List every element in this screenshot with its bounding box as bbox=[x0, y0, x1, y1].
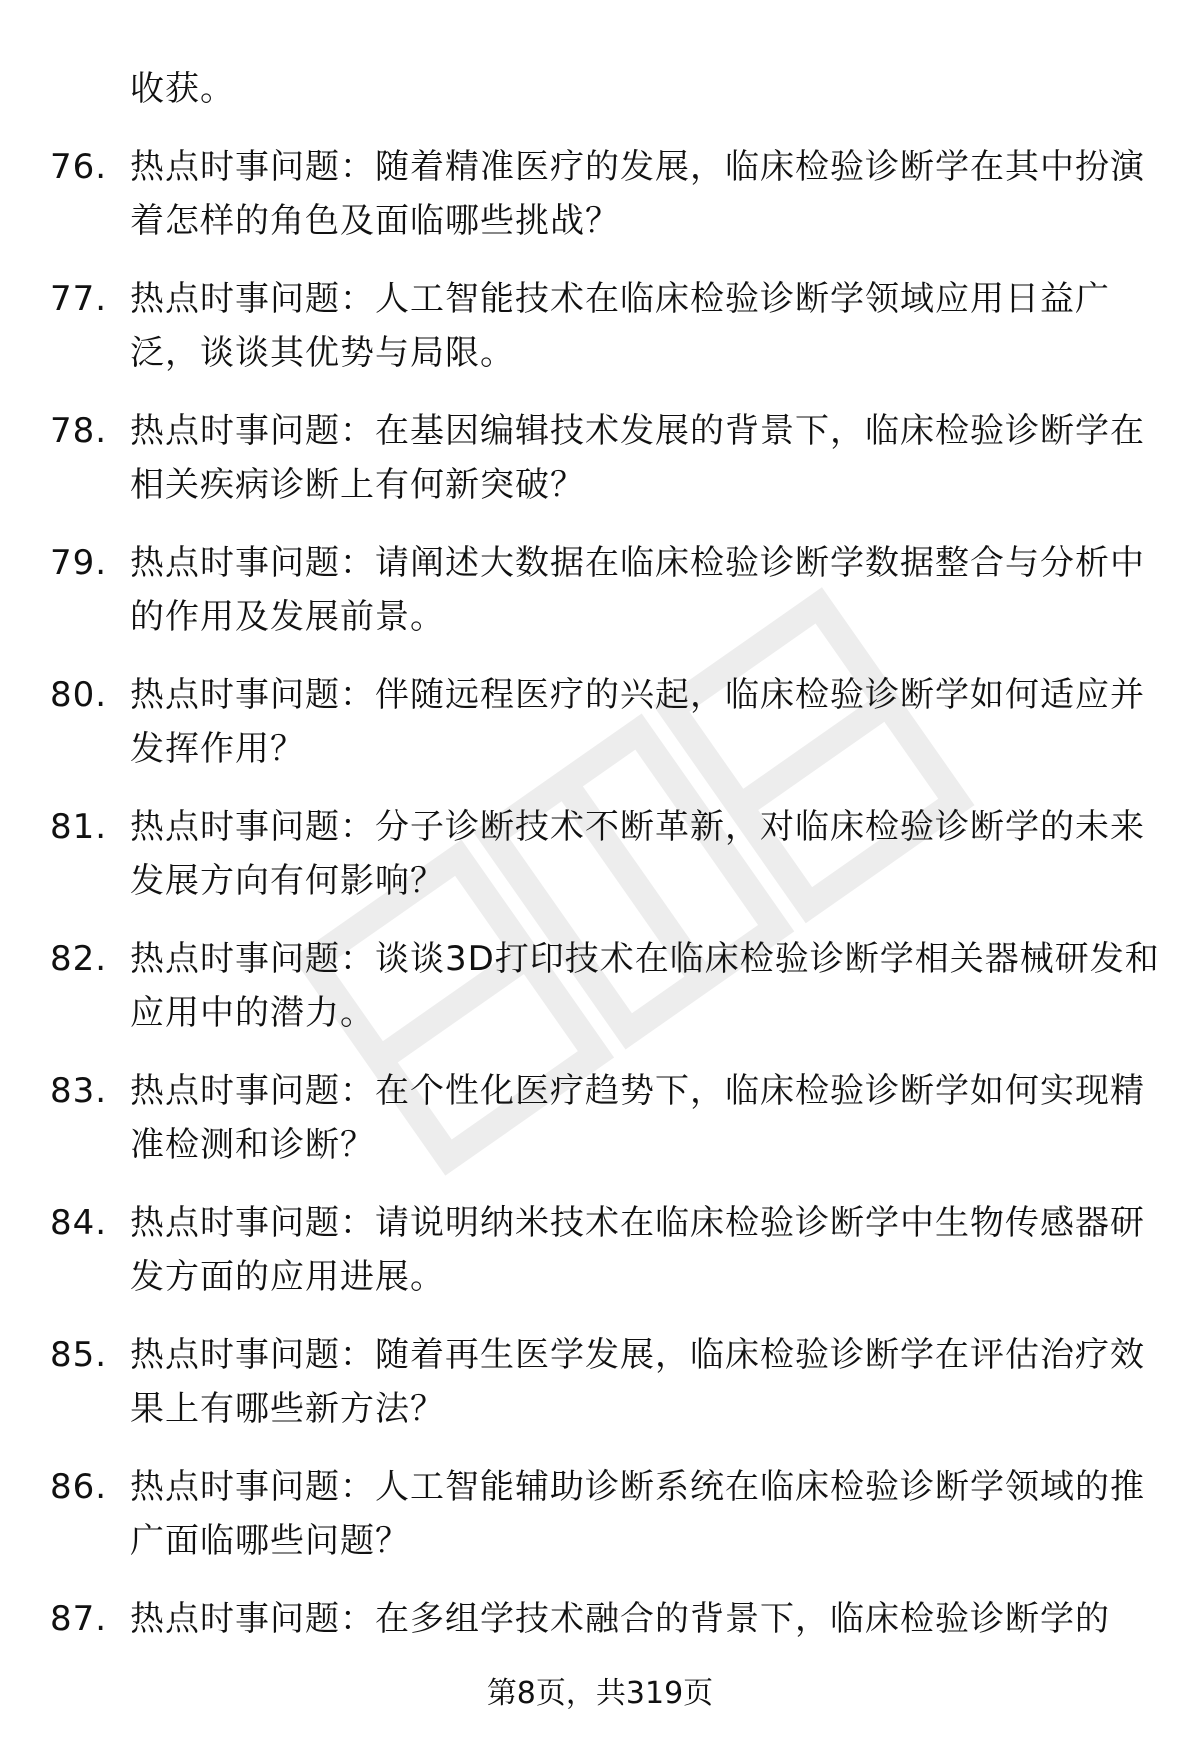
question-number: 87. bbox=[50, 1599, 108, 1639]
question-item-80 bbox=[50, 668, 1160, 776]
continuation-text: 收获。 bbox=[130, 69, 235, 109]
question-text: 热点时事问题：随着再生医学发展，临床检验诊断学在评估治疗效果上有哪些新方法？ bbox=[130, 1335, 1145, 1429]
question-item-78 bbox=[50, 404, 1160, 512]
question-text: 热点时事问题：人工智能技术在临床检验诊断学领域应用日益广泛，谈谈其优势与局限。 bbox=[130, 279, 1110, 373]
question-text: 热点时事问题：分子诊断技术不断革新，对临床检验诊断学的未来发展方向有何影响？ bbox=[130, 807, 1145, 901]
question-number: 80. bbox=[50, 675, 108, 715]
question-text: 热点时事问题：在个性化医疗趋势下，临床检验诊断学如何实现精准检测和诊断？ bbox=[130, 1071, 1145, 1165]
question-text: 热点时事问题：谈谈3D打印技术在临床检验诊断学相关器械研发和应用中的潜力。 bbox=[130, 939, 1160, 1033]
question-text: 热点时事问题：在多组学技术融合的背景下，临床检验诊断学的 bbox=[130, 1599, 1110, 1639]
question-item-82 bbox=[50, 932, 1160, 1040]
question-number: 81. bbox=[50, 807, 108, 847]
question-number: 86. bbox=[50, 1467, 108, 1507]
question-item-85 bbox=[50, 1328, 1160, 1436]
question-number: 79. bbox=[50, 543, 108, 583]
question-text: 热点时事问题：请说明纳米技术在临床检验诊断学中生物传感器研发方面的应用进展。 bbox=[130, 1203, 1145, 1297]
question-item-84 bbox=[50, 1196, 1160, 1304]
question-number: 76. bbox=[50, 147, 108, 187]
question-number: 85. bbox=[50, 1335, 108, 1375]
question-number: 84. bbox=[50, 1203, 108, 1243]
question-item-79 bbox=[50, 536, 1160, 644]
question-number: 77. bbox=[50, 279, 108, 319]
question-number: 78. bbox=[50, 411, 108, 451]
question-text: 热点时事问题：人工智能辅助诊断系统在临床检验诊断学领域的推广面临哪些问题？ bbox=[130, 1467, 1145, 1561]
question-text: 热点时事问题：请阐述大数据在临床检验诊断学数据整合与分析中的作用及发展前景。 bbox=[130, 543, 1145, 637]
question-text: 热点时事问题：伴随远程医疗的兴起，临床检验诊断学如何适应并发挥作用？ bbox=[130, 675, 1145, 769]
question-item-87 bbox=[50, 1592, 1160, 1646]
question-item-77 bbox=[50, 272, 1160, 380]
question-item-86 bbox=[50, 1460, 1160, 1568]
question-item-83 bbox=[50, 1064, 1160, 1172]
question-item-81 bbox=[50, 800, 1160, 908]
page-footer: 第8页，共319页 bbox=[486, 1676, 714, 1711]
question-number: 83. bbox=[50, 1071, 108, 1111]
question-item-76 bbox=[50, 140, 1160, 248]
question-number: 82. bbox=[50, 939, 108, 979]
question-text: 热点时事问题：随着精准医疗的发展，临床检验诊断学在其中扮演着怎样的角色及面临哪些挑战？ bbox=[130, 147, 1145, 241]
question-text: 热点时事问题：在基因编辑技术发展的背景下，临床检验诊断学在相关疾病诊断上有何新突破？ bbox=[130, 411, 1145, 505]
